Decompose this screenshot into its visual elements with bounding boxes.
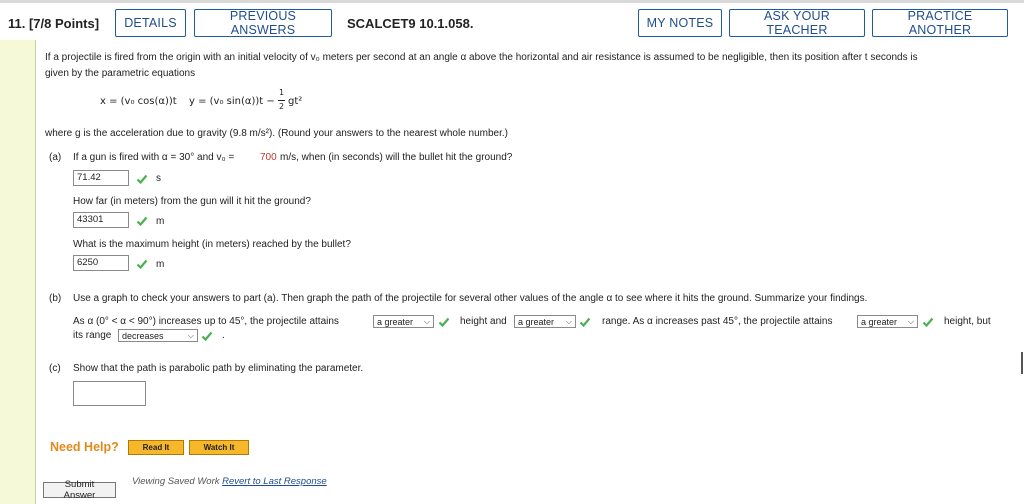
answer-distance-field[interactable]: 43301 bbox=[73, 212, 129, 228]
watch-it-button[interactable]: Watch It bbox=[189, 440, 249, 455]
question-body bbox=[36, 40, 1024, 504]
part-b-label: (b) bbox=[49, 293, 62, 304]
details-button[interactable]: DETAILS bbox=[115, 9, 186, 37]
correct-check-icon bbox=[136, 215, 148, 227]
part-b-instructions: Use a graph to check your answers to part (a). Then graph the path of the projectile for several other values of the angle α to see where it hits the ground. Summarize your findings. bbox=[73, 293, 868, 304]
ask-teacher-button[interactable]: ASK YOUR TEACHER bbox=[729, 9, 865, 37]
part-a-question-suffix: m/s, when (in seconds) will the bullet hit the ground? bbox=[280, 152, 513, 163]
equation-y-suffix: gt² bbox=[288, 96, 303, 107]
answer-distance-unit: m bbox=[156, 216, 165, 227]
part-a-velocity: 700 bbox=[260, 152, 277, 163]
equation-x: x = (v₀ cos(α))t bbox=[100, 96, 177, 107]
answer-height-field[interactable]: 6250 bbox=[73, 255, 129, 271]
chevron-down-icon: ⌵ bbox=[187, 330, 194, 340]
correct-check-icon bbox=[579, 316, 591, 328]
equation-fraction-numerator: 1 bbox=[279, 88, 285, 97]
part-b-summary-6: . bbox=[222, 330, 225, 341]
my-notes-button[interactable]: MY NOTES bbox=[638, 9, 722, 37]
equation-y-prefix: y = (v₀ sin(α))t − bbox=[189, 96, 275, 107]
need-help-label: Need Help? bbox=[50, 440, 119, 454]
question-header bbox=[0, 6, 1024, 40]
fraction-bar bbox=[278, 100, 285, 101]
practice-another-button[interactable]: PRACTICE ANOTHER bbox=[872, 9, 1008, 37]
summary-select-3[interactable]: a greater ⌵ bbox=[857, 315, 918, 328]
part-a-label: (a) bbox=[49, 152, 62, 163]
part-a-question-prefix: If a gun is fired with α = 30° and v₀ = bbox=[73, 152, 235, 163]
problem-code: SCALCET9 10.1.058. bbox=[347, 16, 474, 31]
answer-time-field[interactable]: 71.42 bbox=[73, 170, 129, 186]
top-divider bbox=[0, 0, 1024, 3]
equation-fraction-denominator: 2 bbox=[279, 102, 285, 111]
revert-link[interactable]: Revert to Last Response bbox=[222, 476, 327, 487]
submit-answer-button[interactable]: Submit Answer bbox=[43, 482, 116, 498]
part-a-question-2: How far (in meters) from the gun will it hit the ground? bbox=[73, 196, 311, 207]
correct-check-icon bbox=[438, 316, 450, 328]
part-a-question-3: What is the maximum height (in meters) reached by the bullet? bbox=[73, 239, 351, 250]
part-c-text: Show that the path is parabolic path by eliminating the parameter. bbox=[73, 363, 364, 374]
viewing-saved-work-text: Viewing Saved Work bbox=[132, 476, 220, 487]
read-it-button[interactable]: Read It bbox=[128, 440, 184, 455]
correct-check-icon bbox=[136, 173, 148, 185]
answer-height-unit: m bbox=[156, 259, 165, 270]
part-c-answer-box[interactable] bbox=[73, 381, 146, 406]
answer-time-unit: s bbox=[156, 173, 161, 184]
question-number: 11. [7/8 Points] bbox=[8, 16, 100, 31]
part-b-summary-1: As α (0° < α < 90°) increases up to 45°, the projectile attains bbox=[73, 316, 339, 327]
intro-text-line-1: If a projectile is fired from the origin with an initial velocity of v₀ meters per second at an angle α above the horizontal and air resistance is assumed to be negligible, then its position after t seconds is bbox=[45, 52, 918, 63]
part-c-label: (c) bbox=[49, 363, 61, 374]
chevron-down-icon: ⌵ bbox=[423, 316, 430, 326]
summary-select-2[interactable]: a greater ⌵ bbox=[514, 315, 576, 328]
chevron-down-icon: ⌵ bbox=[565, 316, 572, 326]
previous-answers-button[interactable]: PREVIOUS ANSWERS bbox=[194, 9, 332, 37]
part-b-summary-5: its range bbox=[73, 330, 112, 341]
range-select[interactable]: decreases ⌵ bbox=[118, 329, 198, 342]
left-status-bar bbox=[0, 40, 35, 504]
part-b-summary-3: range. As α increases past 45°, the projectile attains bbox=[602, 316, 833, 327]
chevron-down-icon: ⌵ bbox=[907, 316, 914, 326]
saved-work-status bbox=[132, 476, 327, 487]
summary-select-1[interactable]: a greater ⌵ bbox=[373, 315, 434, 328]
part-b-summary-4: height, but bbox=[944, 316, 991, 327]
correct-check-icon bbox=[201, 330, 213, 342]
gravity-note: where g is the acceleration due to gravity (9.8 m/s²). (Round your answers to the nearest whole number.) bbox=[45, 128, 509, 139]
part-b-summary-2: height and bbox=[460, 316, 507, 327]
correct-check-icon bbox=[922, 316, 934, 328]
correct-check-icon bbox=[136, 258, 148, 270]
intro-text-line-2: given by the parametric equations bbox=[45, 68, 196, 79]
